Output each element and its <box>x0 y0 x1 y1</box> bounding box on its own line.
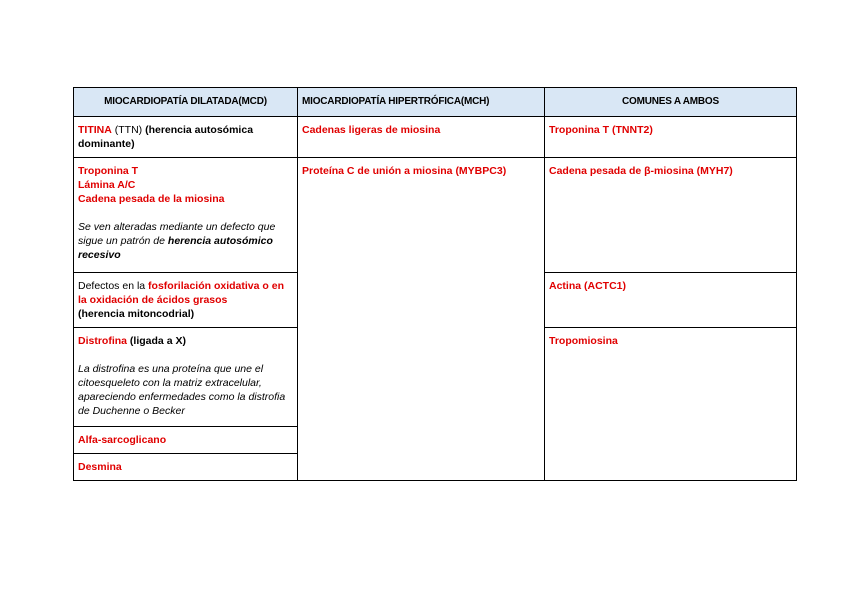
table-row <box>74 117 797 158</box>
header-hipertrofica: MIOCARDIOPATÍA HIPERTRÓFICA(MCH) <box>298 88 545 117</box>
gene-troponina-tnnt2: Troponina T (TNNT2) <box>549 124 653 136</box>
dilatada-cell-desmina <box>74 454 298 481</box>
gene-proteina-c: Proteína C de unión a miosina (MYBPC3) <box>302 165 507 177</box>
hipertrofica-cell <box>298 117 545 158</box>
dilatada-cell-recesivo <box>74 158 298 273</box>
gene-beta-miosina: Cadena pesada de β-miosina (MYH7) <box>549 165 733 177</box>
comunes-cell <box>545 158 797 273</box>
gene-troponina-t: Troponina T <box>78 165 139 177</box>
gene-cadenas-ligeras: Cadenas ligeras de miosina <box>302 124 441 136</box>
dilatada-cell-sarcoglicano <box>74 427 298 454</box>
distrofina-note: La distrofina es una proteína que une el citoesqueleto con la matriz extracelular, apareciendo enfermedades como la distrofia de Duchenne o Becker <box>78 363 286 417</box>
gene-cadena-pesada: Cadena pesada de la miosina <box>78 193 225 205</box>
comunes-cell <box>545 117 797 158</box>
inheritance-text: (ligada a X) <box>127 335 186 347</box>
cardiomyopathy-genes-table <box>73 87 797 481</box>
defect-highlight: fosforilación oxidativa o en la oxidación de ácidos grasos <box>78 280 284 306</box>
gene-desmina: Desmina <box>78 461 122 473</box>
table-header-row <box>74 88 797 117</box>
header-dilatada: MIOCARDIOPATÍA DILATADA(MCD) <box>74 88 298 117</box>
comunes-cell <box>545 328 797 481</box>
gene-distrofina: Distrofina <box>78 335 128 347</box>
inheritance-text: (herencia autosómica dominante) <box>78 124 254 150</box>
gene-abbr: (TTN) <box>111 124 146 136</box>
comunes-cell <box>545 273 797 328</box>
inheritance-text: (herencia mitoncodrial) <box>78 308 195 320</box>
gene-alfa-sarcoglicano: Alfa-sarcoglicano <box>78 434 167 446</box>
header-comunes: COMUNES A AMBOS <box>545 88 797 117</box>
dilatada-cell-titina <box>74 117 298 158</box>
gene-titina: TITINA <box>78 124 112 136</box>
hipertrofica-cell <box>298 158 545 481</box>
table-row <box>74 158 797 273</box>
gene-tropomiosina: Tropomiosina <box>549 335 618 347</box>
gene-lamina: Lámina A/C <box>78 179 136 191</box>
gene-actina: Actina (ACTC1) <box>549 280 627 292</box>
note-text: Se ven alteradas mediante un defecto que sigue un patrón de <box>78 221 276 247</box>
defect-prefix: Defectos en la <box>78 280 149 292</box>
dilatada-cell-mitocondrial <box>74 273 298 328</box>
recesivo-note <box>78 220 293 262</box>
note-bold-text: herencia autosómico recesivo <box>78 235 273 261</box>
dilatada-cell-distrofina <box>74 328 298 427</box>
